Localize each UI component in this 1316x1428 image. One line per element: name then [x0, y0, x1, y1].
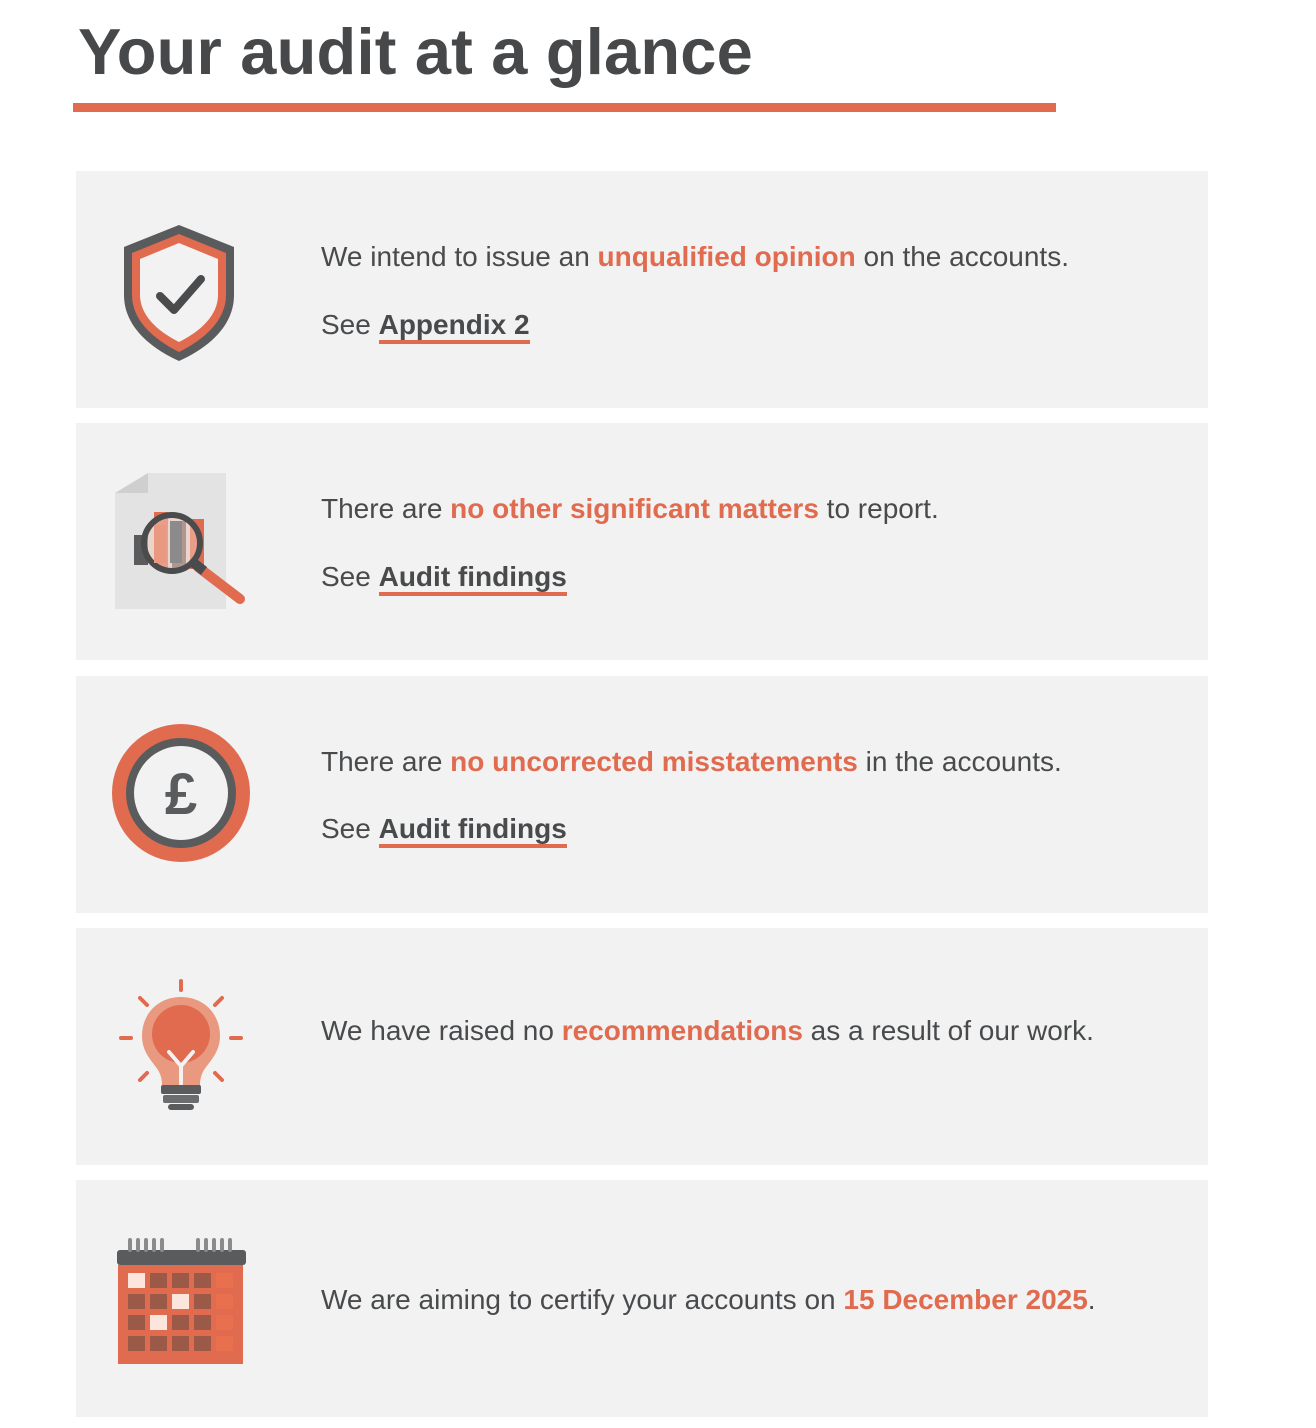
audit-findings-link[interactable]: Audit findings: [379, 561, 567, 596]
opinion-statement: We intend to issue an unqualified opinion on the accounts.: [321, 241, 1069, 272]
significant-matters-statement: There are no other significant matters to report.: [321, 493, 939, 524]
significant-matters-reference: See Audit findings: [321, 560, 567, 594]
page-title: Your audit at a glance: [78, 15, 753, 88]
misstatements-statement: There are no uncorrected misstatements in the accounts.: [321, 746, 1062, 777]
misstatements-highlight: no uncorrected misstatements: [450, 746, 858, 777]
lightbulb-icon: [106, 972, 256, 1122]
misstatements-card: [76, 676, 1208, 913]
opinion-card: [76, 171, 1208, 408]
certification-date: 15 December 2025: [843, 1284, 1088, 1315]
recommendations-statement: We have raised no recommendations as a result of our work.: [321, 1015, 1094, 1046]
document-magnifier-icon: [106, 463, 256, 613]
recommendations-highlight: recommendations: [561, 1015, 803, 1046]
opinion-reference: See Appendix 2: [321, 308, 530, 342]
appendix-2-link[interactable]: Appendix 2: [379, 309, 530, 344]
calendar-icon: [114, 1232, 264, 1382]
title-underline: [73, 103, 1056, 112]
recommendations-card: [76, 928, 1208, 1165]
pound-symbol: £: [164, 762, 198, 827]
audit-findings-link-2[interactable]: Audit findings: [379, 813, 567, 848]
opinion-highlight: unqualified opinion: [597, 241, 856, 272]
pound-coin-icon: [106, 718, 256, 868]
significant-matters-highlight: no other significant matters: [450, 493, 819, 524]
significant-matters-card: [76, 423, 1208, 660]
certification-card: [76, 1180, 1208, 1417]
certification-statement: We are aiming to certify your accounts on 15 December 2025.: [321, 1284, 1096, 1315]
misstatements-reference: See Audit findings: [321, 812, 567, 846]
shield-check-icon: [104, 217, 254, 367]
